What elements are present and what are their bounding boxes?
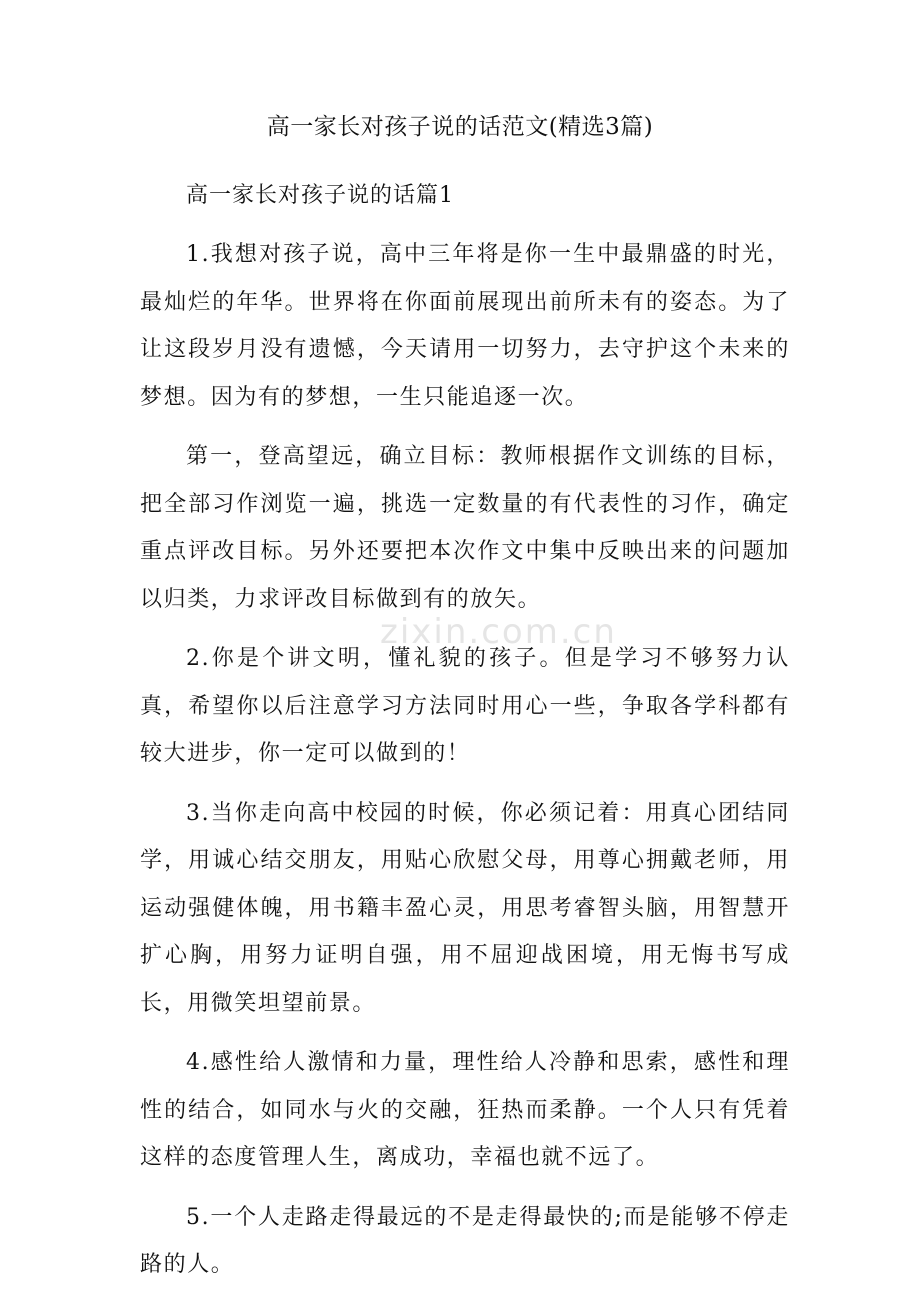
paragraph-2: 第一，登高望远，确立目标：教师根据作文训练的目标，把全部习作浏览一遍，挑选一定数量的有代表性的习作，确定重点评改目标。另外还要把本次作文中集中反映出来的问题加以归类，力求评改目标做到有的放矢。: [140, 444, 790, 612]
paragraph-3: 2.你是个讲文明，懂礼貌的孩子。但是学习不够努力认真，希望你以后注意学习方法同时用心一些，争取各学科都有较大进步，你一定可以做到的！: [140, 646, 790, 766]
paragraph-6: 5.一个人走路走得最远的不是走得最快的;而是能够不停走路的人。: [140, 1204, 790, 1277]
paragraph-4: 3.当你走向高中校园的时候，你必须记着：用真心团结同学，用诚心结交朋友，用贴心欣慰父母，用尊心拥戴老师，用运动强健体魄，用书籍丰盈心灵，用思考睿智头脑，用智慧开扩心胸，用努力证明自强，用不屈迎战困境，用无悔书写成长，用微笑坦望前景。: [140, 800, 790, 1016]
paragraph-5: 4.感性给人激情和力量，理性给人冷静和思索，感性和理性的结合，如同水与火的交融，狂热而柔静。一个人只有凭着这样的态度管理人生，离成功，幸福也就不远了。: [140, 1050, 790, 1170]
section-heading: 高一家长对孩子说的话篇1: [186, 183, 454, 208]
document-title: 高一家长对孩子说的话范文(精选3篇): [266, 114, 654, 140]
document-body: [140, 172, 790, 1301]
paragraph-1: 1.我想对孩子说，高中三年将是你一生中最鼎盛的时光，最灿烂的年华。世界将在你面前展现出前所未有的姿态。为了让这段岁月没有遗憾，今天请用一切努力，去守护这个未来的梦想。因为有的梦想，一生只能追逐一次。: [140, 242, 790, 410]
watermark-text: zixin.com.cn: [380, 612, 617, 652]
